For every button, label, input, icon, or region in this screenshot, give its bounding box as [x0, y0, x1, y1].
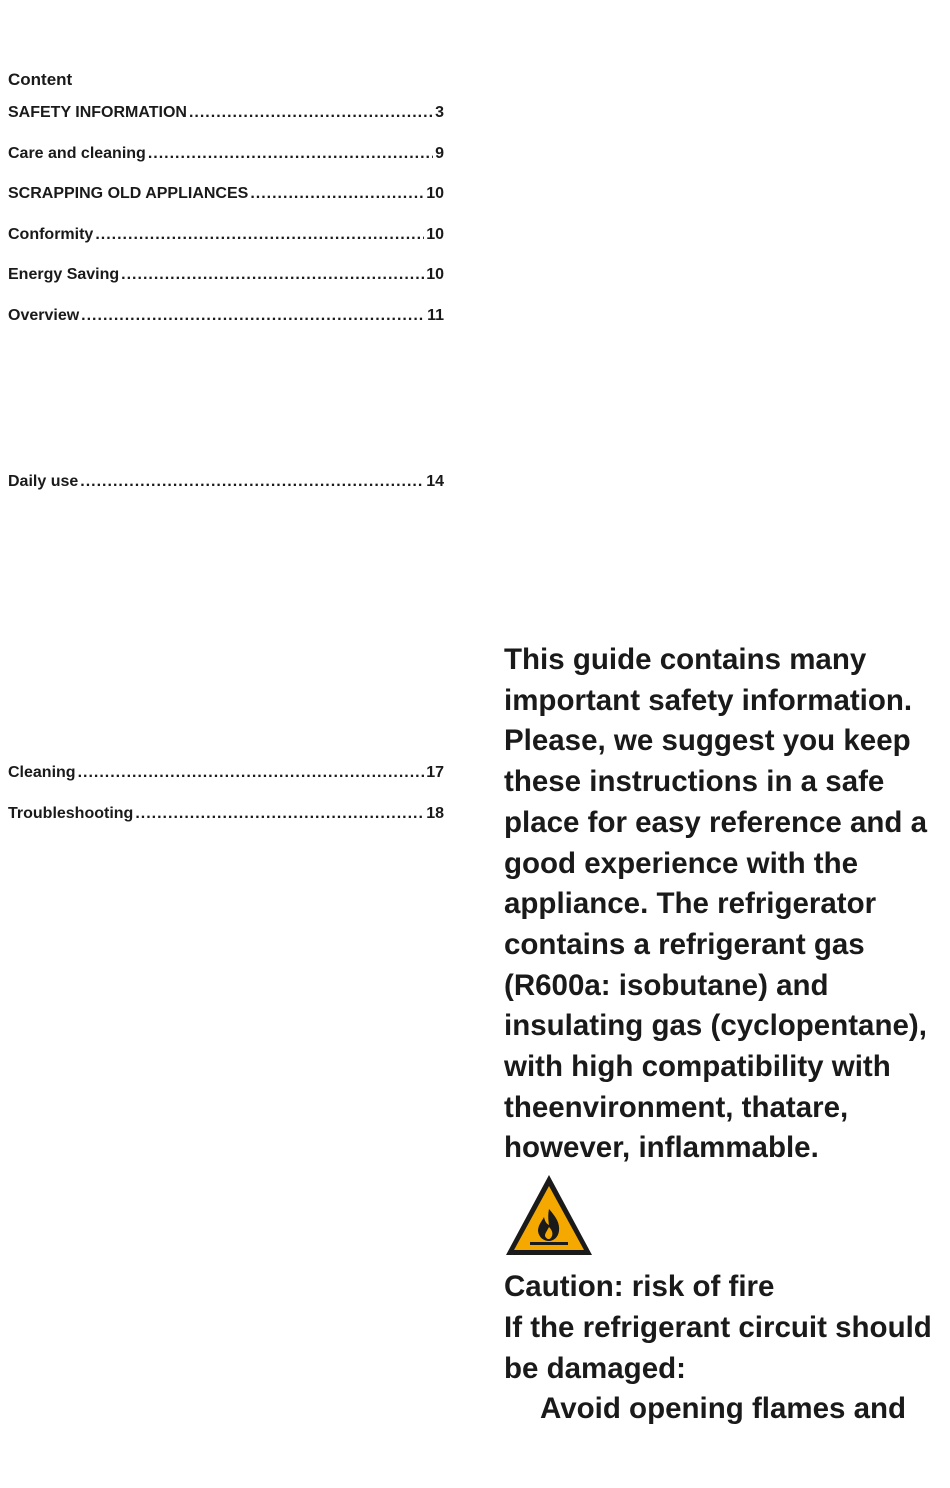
toc-entry-title: Care and cleaning — [8, 145, 146, 162]
toc-entry-page: 10 — [426, 266, 444, 283]
toc-leader-dots — [148, 145, 433, 163]
toc-entry-troubleshooting[interactable] — [8, 805, 444, 823]
toc-entry-page: 10 — [426, 185, 444, 202]
toc-entry-energy-saving[interactable] — [8, 266, 444, 284]
flammable-warning-icon — [504, 1173, 594, 1257]
toc-entry-safety-information[interactable] — [8, 104, 444, 122]
toc-entry-page: 10 — [426, 226, 444, 243]
toc-entry-title: Overview — [8, 307, 80, 324]
toc-entry-title: Conformity — [8, 226, 94, 243]
instruction-line: Avoid opening flames and — [540, 1392, 907, 1426]
toc-leader-dots — [78, 764, 425, 782]
toc-entry-title: Troubleshooting — [8, 805, 134, 822]
toc-entry-scrapping-old-appliances[interactable] — [8, 185, 444, 203]
toc-entry-care-and-cleaning[interactable] — [8, 145, 444, 163]
toc-entry-page: 3 — [435, 104, 444, 121]
toc-entry-title: SAFETY INFORMATION — [8, 104, 187, 121]
toc-leader-dots — [81, 307, 425, 325]
toc-entry-title: SCRAPPING OLD APPLIANCES — [8, 185, 249, 202]
toc-entry-overview[interactable] — [8, 307, 444, 325]
toc-leader-dots — [135, 805, 424, 823]
toc-entry-page: 9 — [435, 145, 444, 162]
toc-entry-page: 18 — [426, 805, 444, 822]
toc-leader-dots — [189, 104, 433, 122]
toc-entry-page: 17 — [426, 764, 444, 781]
toc-leader-dots — [250, 185, 424, 203]
toc-entry-cleaning[interactable] — [8, 764, 444, 782]
toc-entry-title: Energy Saving — [8, 266, 120, 283]
caution-line: Caution: risk of fire — [504, 1270, 775, 1304]
toc-leader-dots — [121, 266, 424, 284]
condition-line: If the refrigerant circuit should be damaged: — [504, 1310, 932, 1385]
toc-entry-title: Cleaning — [8, 764, 76, 781]
toc-entry-conformity[interactable] — [8, 226, 444, 244]
toc-leader-dots — [95, 226, 424, 244]
toc-entry-page: 14 — [426, 473, 444, 490]
toc-leader-dots — [80, 473, 424, 491]
guide-intro-paragraph: This guide contains many important safety information. Please, we suggest you keep these instructions in a safe place for easy reference and a good experience with the appliance. The refrigerator contains a refrigerant gas (R600a: isobutane) and insulating gas (cyclopentane), with high compatibility with theenvironment, thatare, however, inflammable. — [504, 643, 928, 1165]
safety-guide-text — [504, 640, 944, 1430]
toc-entry-daily-use[interactable] — [8, 473, 444, 491]
toc-heading: Content — [8, 70, 73, 89]
toc-entry-page: 11 — [427, 307, 444, 324]
toc-entry-title: Daily use — [8, 473, 79, 490]
